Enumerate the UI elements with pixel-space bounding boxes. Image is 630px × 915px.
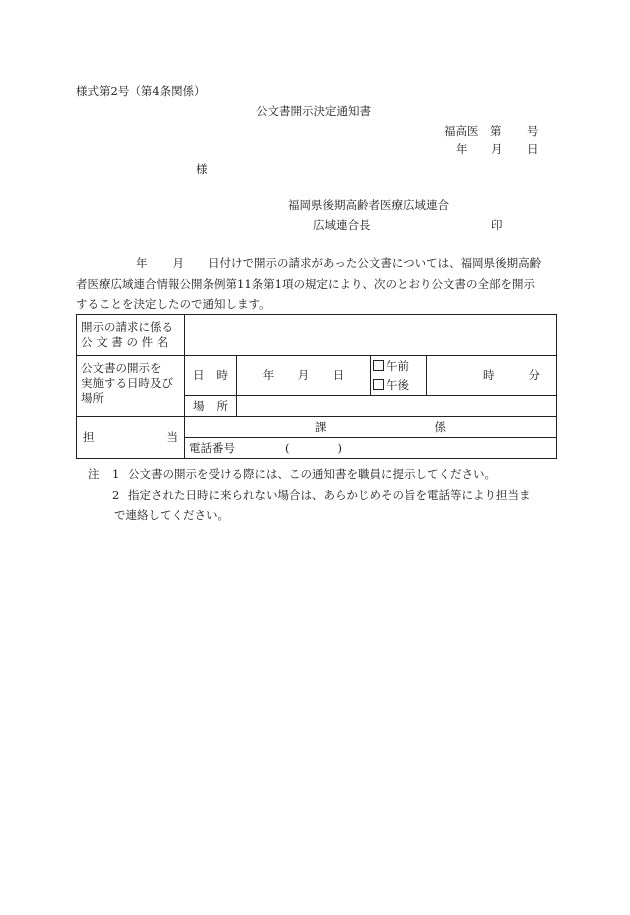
seal-mark: 印 — [491, 218, 503, 232]
time-field-hour: 時 — [483, 368, 495, 382]
body-year: 年 — [136, 256, 148, 270]
date-field-year: 年 — [262, 368, 275, 382]
issuer-title: 広域連合長 — [313, 218, 371, 232]
datetime-label: 日 時 — [185, 356, 237, 396]
contact-phone-field[interactable]: 電話番号 ( ) — [185, 438, 557, 459]
pm-checkbox[interactable] — [373, 379, 384, 390]
am-checkbox[interactable] — [373, 360, 384, 371]
am-pm-select — [371, 356, 427, 396]
paragraph-line-3: することを決定したので通知します。 — [76, 297, 271, 311]
place-label: 場 所 — [185, 396, 237, 417]
row-document-name — [77, 315, 557, 356]
note-2-number: 2 — [112, 487, 120, 502]
note-1-text: 公文書の開示を受ける際には、この通知書を職員に提示してください。 — [128, 467, 496, 481]
section-label: 課 — [315, 419, 327, 434]
date-field[interactable] — [237, 356, 371, 396]
unit-label: 係 — [434, 419, 446, 434]
date-field-month: 月 — [297, 368, 310, 382]
datetime-place-label: 公文書の開示を 実施する日時及び 場所 — [77, 356, 185, 417]
document-name-label: 開示の請求に係る 公 文 書 の 件 名 — [77, 315, 185, 356]
note-1-number: 1 — [112, 467, 120, 481]
note-2-cont: で連絡してください。 — [114, 508, 229, 522]
form-number-label: 様式第2号（第4条関係） — [76, 84, 206, 98]
note-1 — [88, 464, 568, 485]
row-contact-section — [77, 417, 557, 438]
recipient-suffix: 様 — [196, 162, 208, 176]
row-datetime — [77, 356, 557, 396]
doc-number-dai: 第 — [490, 124, 502, 138]
contact-label: 担 当 — [77, 417, 185, 459]
issuer-organization: 福岡県後期高齢者医療広域連合 — [288, 198, 449, 212]
paragraph-line-1 — [76, 253, 556, 274]
contact-section-field[interactable] — [185, 417, 557, 438]
note-2-text-a: 指定された日時に来られない場合は、あらかじめその旨を電話等により担当ま — [128, 487, 531, 502]
pm-option[interactable]: 午後 — [373, 378, 424, 393]
note-2 — [88, 485, 568, 506]
notes-section — [88, 464, 568, 526]
date-year: 年 — [456, 142, 468, 156]
doc-number-prefix: 福高医 — [444, 124, 479, 138]
body-month: 月 — [172, 256, 184, 270]
place-field[interactable] — [237, 396, 557, 417]
time-field-minute: 分 — [528, 368, 540, 382]
date-month: 月 — [491, 142, 503, 156]
notes-label: 注 — [88, 467, 100, 481]
document-name-field[interactable] — [185, 315, 557, 356]
date-day: 日 — [527, 142, 539, 156]
time-field[interactable] — [427, 356, 557, 396]
notice-paragraph — [76, 253, 556, 315]
disclosure-form-table — [76, 314, 557, 459]
paragraph-line-2: 者医療広域連合情報公開条例第11条第1項の規定により、次のとおり公文書の全部を開示 — [76, 276, 535, 291]
body-line-1-rest: 日付けで開示の請求があった公文書については、福岡県後期高齢 — [208, 256, 542, 270]
doc-number-go: 号 — [527, 124, 539, 138]
document-title: 公文書開示決定通知書 — [256, 104, 371, 118]
date-field-day: 日 — [332, 368, 345, 382]
am-option[interactable]: 午前 — [373, 359, 424, 374]
phone-label: 電話番号 — [189, 440, 235, 455]
